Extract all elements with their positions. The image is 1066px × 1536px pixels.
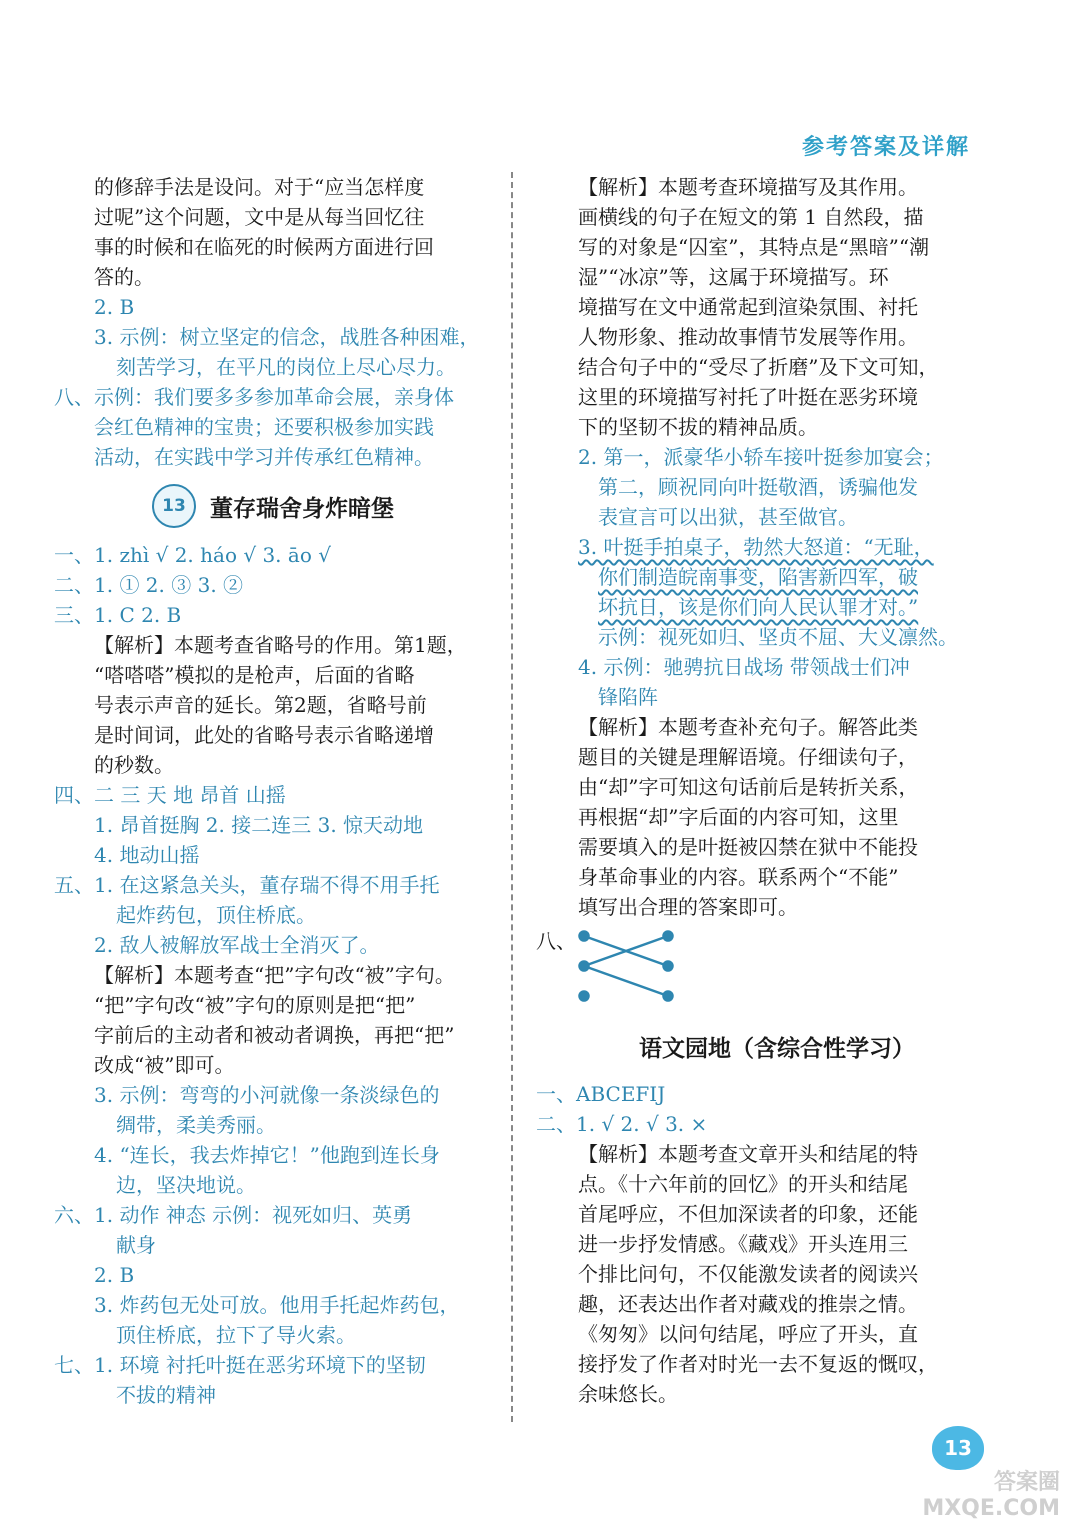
analysis-line: “嗒嗒嗒”模拟的是枪声，后面的省略 xyxy=(94,663,415,687)
answer-line xyxy=(578,592,976,622)
match-dot xyxy=(664,992,673,1001)
analysis-line: 是时间词，此处的省略号表示省略递增 xyxy=(94,723,434,747)
analysis-line: 结合句子中的“受尽了折磨”及下文可知， xyxy=(578,355,939,379)
answer-line: 四、二 三 天 地 昂首 山摇 xyxy=(54,783,286,807)
lesson-number-badge xyxy=(152,484,196,528)
analysis-line: 号表示声音的延长。第2题，省略号前 xyxy=(94,693,427,717)
analysis-line: 【解析】本题考查补充句子。解答此类 xyxy=(578,715,918,739)
answer-line: 2. B xyxy=(94,295,135,319)
answer-line: 三、1. C 2. B xyxy=(54,603,182,627)
analysis-line: 点。《十六年前的回忆》的开头和结尾 xyxy=(578,1172,908,1196)
answer-line: 锋陷阵 xyxy=(598,685,658,709)
answer-line: 活动，在实践中学习并传承红色精神。 xyxy=(94,445,434,469)
analysis-line: 个排比问句，不仅能激发读者的阅读兴 xyxy=(578,1262,918,1286)
analysis-line: 《匆匆》以问句结尾，呼应了开头，直 xyxy=(578,1322,918,1346)
analysis-line: 题目的关键是理解语境。仔细读句子， xyxy=(578,745,918,769)
answer-line: 表宣言可以出狱，甚至做官。 xyxy=(598,505,858,529)
answer-line xyxy=(578,532,976,562)
analysis-line: 身革命事业的内容。联系两个“不能” xyxy=(578,865,899,889)
answer-line: 3. 示例：弯弯的小河就像一条淡绿色的 xyxy=(94,1083,440,1107)
analysis-line: 这里的环境描写衬托了叶挺在恶劣环境 xyxy=(578,385,918,409)
answer-line: 六、1. 动作 神态 示例：视死如归、英勇 xyxy=(54,1203,413,1227)
answer-line: 献身 xyxy=(116,1233,156,1257)
analysis-line: 进一步抒发情感。《藏戏》开头连用三 xyxy=(578,1232,908,1256)
analysis-line: 的秒数。 xyxy=(94,753,174,777)
text-line: 事的时候和在临死的时候两方面进行回 xyxy=(94,235,434,259)
answer-line: 七、1. 环境 衬托叶挺在恶劣环境下的坚韧 xyxy=(54,1353,426,1377)
lesson-number: 13 xyxy=(162,496,186,516)
answer-line: 4. 示例：驰骋抗日战场 带领战士们冲 xyxy=(578,655,910,679)
page-header-title: 参考答案及详解 xyxy=(801,135,970,160)
answer-line: 一、1. zhì √ 2. háo √ 3. āo √ xyxy=(54,543,331,567)
answer-line: 4. “连长，我去炸掉它！”他跑到连长身 xyxy=(94,1143,440,1167)
match-dot xyxy=(580,992,589,1001)
analysis-line: 余味悠长。 xyxy=(578,1382,678,1406)
analysis-line: “把”字句改“被”字句的原则是把“把” xyxy=(94,993,416,1017)
match-dot xyxy=(580,962,589,971)
answer-line: 1. 昂首挺胸 2. 接二连三 3. 惊天动地 xyxy=(94,813,424,837)
match-dot xyxy=(580,932,589,941)
match-dot xyxy=(664,932,673,941)
underlined-text: 你们制造皖南事变，陷害新四军，破 xyxy=(598,565,918,589)
underlined-text: 坏抗日，该是你们向人民认罪才对。” xyxy=(598,595,919,619)
analysis-line: 再根据“却”字后面的内容可知，这里 xyxy=(578,805,899,829)
answer-line: 起炸药包，顶住桥底。 xyxy=(116,903,316,927)
answer-line: 一、ABCEFIJ xyxy=(536,1082,666,1106)
answer-line: 示例：视死如归、坚贞不屈、大义凛然。 xyxy=(598,625,958,649)
answer-line: 第二，顾祝同向叶挺敬酒，诱骗他发 xyxy=(598,475,918,499)
answer-line: 会红色精神的宝贵；还要积极参加实践 xyxy=(94,415,434,439)
answer-line: 2. 敌人被解放军战士全消灭了。 xyxy=(94,933,380,957)
answer-line: 4. 地动山摇 xyxy=(94,843,200,867)
match-line xyxy=(584,966,668,996)
matching-answer xyxy=(536,926,976,1016)
underlined-text: 3. 叶挺手拍桌子，勃然大怒道：“无耻， xyxy=(578,535,934,559)
lesson-heading xyxy=(54,476,492,536)
analysis-line: 接抒发了作者对时光一去不复返的慨叹， xyxy=(578,1352,938,1376)
watermark-logo: 答案圈 MXQE.COM xyxy=(922,1470,1060,1521)
answer-line: 五、1. 在这紧急关头，董存瑞不得不用手托 xyxy=(54,873,440,897)
answer-line: 刻苦学习，在平凡的岗位上尽心尽力。 xyxy=(116,355,456,379)
analysis-line: 人物形象、推动故事情节发展等作用。 xyxy=(578,325,918,349)
answer-line xyxy=(578,562,976,592)
answer-line: 绸带，柔美秀丽。 xyxy=(116,1113,276,1137)
answer-line: 3. 示例：树立坚定的信念，战胜各种困难， xyxy=(94,325,480,349)
answer-line: 2. B xyxy=(94,1263,135,1287)
text-line: 过呢”这个问题，文中是从每当回忆往 xyxy=(94,205,425,229)
column-divider xyxy=(511,172,513,1422)
analysis-line: 改成“被”即可。 xyxy=(94,1053,235,1077)
analysis-line: 填写出合理的答案即可。 xyxy=(578,895,798,919)
answer-line: 不拔的精神 xyxy=(116,1383,216,1407)
analysis-line: 湿”“冰凉”等，这属于环境描写。环 xyxy=(578,265,889,289)
text-line: 的修辞手法是设问。对于“应当怎样度 xyxy=(94,175,425,199)
analysis-line: 【解析】本题考查文章开头和结尾的特 xyxy=(578,1142,918,1166)
analysis-line: 趣，还表达出作者对藏戏的推崇之情。 xyxy=(578,1292,918,1316)
answer-line: 顶住桥底，拉下了导火索。 xyxy=(116,1323,356,1347)
section-title: 语文园地（含综合性学习） xyxy=(639,1035,915,1062)
matching-lines-diagram xyxy=(578,926,678,1006)
analysis-line: 需要填入的是叶挺被囚禁在狱中不能投 xyxy=(578,835,918,859)
analysis-line: 画横线的句子在短文的第 1 自然段，描 xyxy=(578,205,924,229)
analysis-line: 境描写在文中通常起到渲染氛围、衬托 xyxy=(578,295,918,319)
answer-line: 3. 炸药包无处可放。他用手托起炸药包， xyxy=(94,1293,460,1317)
answer-line: 2. 第一，派豪华小轿车接叶挺参加宴会； xyxy=(578,445,944,469)
page-number-badge: 13 xyxy=(932,1426,984,1470)
answer-line: 边，坚决地说。 xyxy=(116,1173,256,1197)
analysis-line: 写的对象是“囚室”，其特点是“黑暗”“潮 xyxy=(578,235,930,259)
match-dot xyxy=(664,962,673,971)
analysis-line: 【解析】本题考查“把”字句改“被”字句。 xyxy=(94,963,455,987)
analysis-line: 字前后的主动者和被动者调换，再把“把” xyxy=(94,1023,455,1047)
text-line: 答的。 xyxy=(94,265,154,289)
question-label: 八、 xyxy=(536,929,576,953)
answer-line: 八、示例：我们要多多参加革命会展，亲身体 xyxy=(54,385,454,409)
answer-line: 二、1. √ 2. √ 3. × xyxy=(536,1112,708,1136)
analysis-line: 首尾呼应，不但加深读者的印象，还能 xyxy=(578,1202,918,1226)
lesson-title: 董存瑞舍身炸暗堡 xyxy=(210,494,394,522)
answer-line: 二、1. ① 2. ③ 3. ② xyxy=(54,573,244,597)
right-column xyxy=(536,172,976,1409)
analysis-line: 由“却”字可知这句话前后是转折关系， xyxy=(578,775,919,799)
analysis-line: 【解析】本题考查环境描写及其作用。 xyxy=(578,175,918,199)
analysis-line: 【解析】本题考查省略号的作用。第1题， xyxy=(94,633,467,657)
analysis-line: 下的坚韧不拔的精神品质。 xyxy=(578,415,818,439)
left-column xyxy=(54,172,492,1410)
